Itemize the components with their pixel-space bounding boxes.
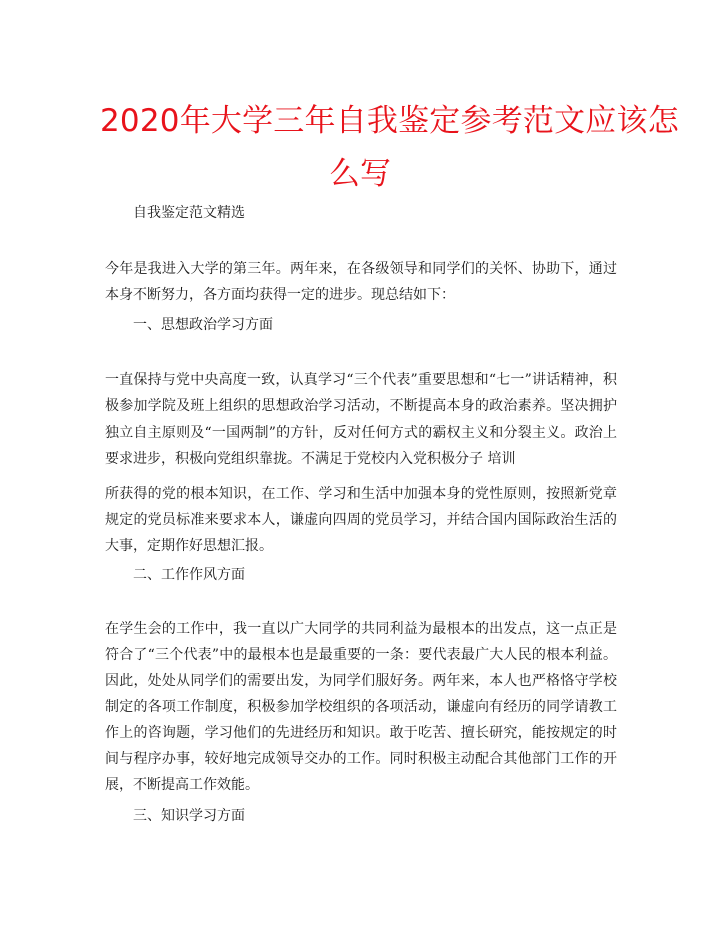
paragraph-line: 所获得的党的根本知识，在工作、学习和生活中加强本身的党性原则，按照新党章 xyxy=(105,486,617,502)
section-heading: 一、思想政治学习方面 xyxy=(133,317,273,333)
document-title-line-2: 么写 xyxy=(329,156,391,192)
paragraph-line: 大事，定期作好思想汇报。 xyxy=(105,538,273,554)
document-title-line-1: 2020年大学三年自我鉴定参考范文应该怎 xyxy=(100,103,679,139)
paragraph-line: 展，不断提高工作效能。 xyxy=(105,777,259,793)
intro-line: 本身不断努力，各方面均获得一定的进步。现总结如下： xyxy=(105,287,455,303)
paragraph-line: 独立自主原则及“一国两制”的方针，反对任何方式的霸权主义和分裂主义。政治上 xyxy=(105,425,617,441)
paragraph-line: 一直保持与党中央高度一致，认真学习“三个代表”重要思想和“七一”讲话精神，积 xyxy=(105,372,617,388)
paragraph-line: 在学生会的工作中，我一直以广大同学的共同利益为最根本的出发点，这一点正是 xyxy=(105,621,617,637)
paragraph-line: 极参加学院及班上组织的思想政治学习活动，不断提高本身的政治素养。坚决拥护 xyxy=(105,398,617,414)
paragraph-line: 作上的咨询题，学习他们的先进经历和知识。敢于吃苦、擅长研究，能按规定的时 xyxy=(105,725,617,741)
paragraph-line: 符合了“三个代表”中的最根本也是最重要的一条：要代表最广大人民的根本利益。 xyxy=(105,647,617,663)
intro-line: 今年是我进入大学的第三年。两年来，在各级领导和同学们的关怀、协助下，通过 xyxy=(105,261,617,277)
paragraph-line: 间与程序办事，较好地完成领导交办的工作。同时积极主动配合其他部门工作的开 xyxy=(105,751,617,767)
section-heading: 二、工作作风方面 xyxy=(133,567,245,583)
section-heading: 三、知识学习方面 xyxy=(133,808,245,824)
paragraph-line: 因此，处处从同学们的需要出发，为同学们服好务。两年来，本人也严格恪守学校 xyxy=(105,673,617,689)
subtitle: 自我鉴定范文精选 xyxy=(133,205,245,221)
paragraph-line: 要求进步，积极向党组织靠拢。不满足于党校内入党积极分子 培训 xyxy=(105,451,516,467)
paragraph-line: 制定的各项工作制度，积极参加学校组织的各项活动，谦虚向有经历的同学请教工 xyxy=(105,699,617,715)
paragraph-line: 规定的党员标准来要求本人，谦虚向四周的党员学习，并结合国内国际政治生活的 xyxy=(105,512,617,528)
